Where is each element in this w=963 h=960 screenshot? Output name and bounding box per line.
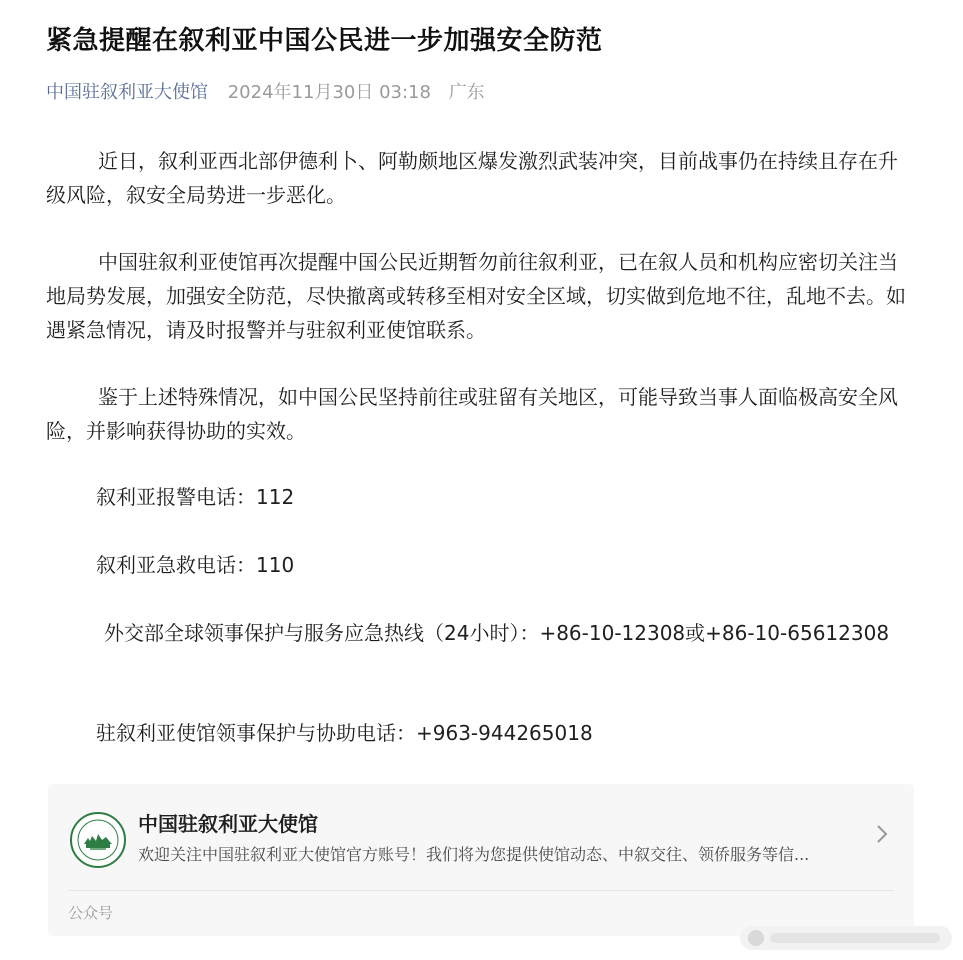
- embassy-emblem-icon: [70, 812, 126, 868]
- article-title: 紧急提醒在叙利亚中国公民进一步加强安全防范: [46, 26, 603, 56]
- account-link[interactable]: 中国驻叙利亚大使馆: [46, 82, 208, 103]
- police-phone: 叙利亚报警电话：112: [96, 485, 295, 509]
- publish-location: 广东: [448, 82, 485, 103]
- card-description: 欢迎关注中国驻叙利亚大使馆官方账号！我们将为您提供使馆动态、中叙交往、领侨服务等信...: [138, 845, 810, 864]
- paragraph-3: 鉴于上述特殊情况，如中国公民坚持前往或驻留有关地区，可能导致当事人面临极高安全风险，并影响获得协助的实效。: [46, 385, 898, 443]
- paragraph-1: 近日，叙利亚西北部伊德利卜、阿勒颇地区爆发激烈武装冲突，目前战事仍在持续且存在升级风险，叙安全局势进一步恶化。: [46, 149, 898, 207]
- chevron-right-icon[interactable]: [872, 822, 892, 846]
- card-account-name: 中国驻叙利亚大使馆: [138, 812, 318, 836]
- publish-time: 2024年11月30日 03:18: [227, 82, 431, 103]
- paragraph-2: 中国驻叙利亚使馆再次提醒中国公民近期暂勿前往叙利亚，已在叙人员和机构应密切关注当地局势发展，加强安全防范，尽快撤离或转移至相对安全区域，切实做到危地不往，乱地不去。如遇紧急情况，请及时报警并与驻叙利亚使馆联系。: [46, 250, 906, 342]
- watermark-logo-icon: [738, 922, 954, 954]
- mfa-hotline: 外交部全球领事保护与服务应急热线（24小时）：+86-10-12308或+86-10-65612308: [104, 621, 890, 645]
- article-meta: [46, 78, 485, 104]
- embassy-phone: 驻叙利亚使馆领事保护与协助电话：+963-944265018: [96, 721, 593, 745]
- ambulance-phone: 叙利亚急救电话：110: [96, 553, 295, 577]
- card-divider: [68, 890, 894, 891]
- card-type-label: 公众号: [68, 904, 114, 922]
- account-card[interactable]: [48, 784, 914, 936]
